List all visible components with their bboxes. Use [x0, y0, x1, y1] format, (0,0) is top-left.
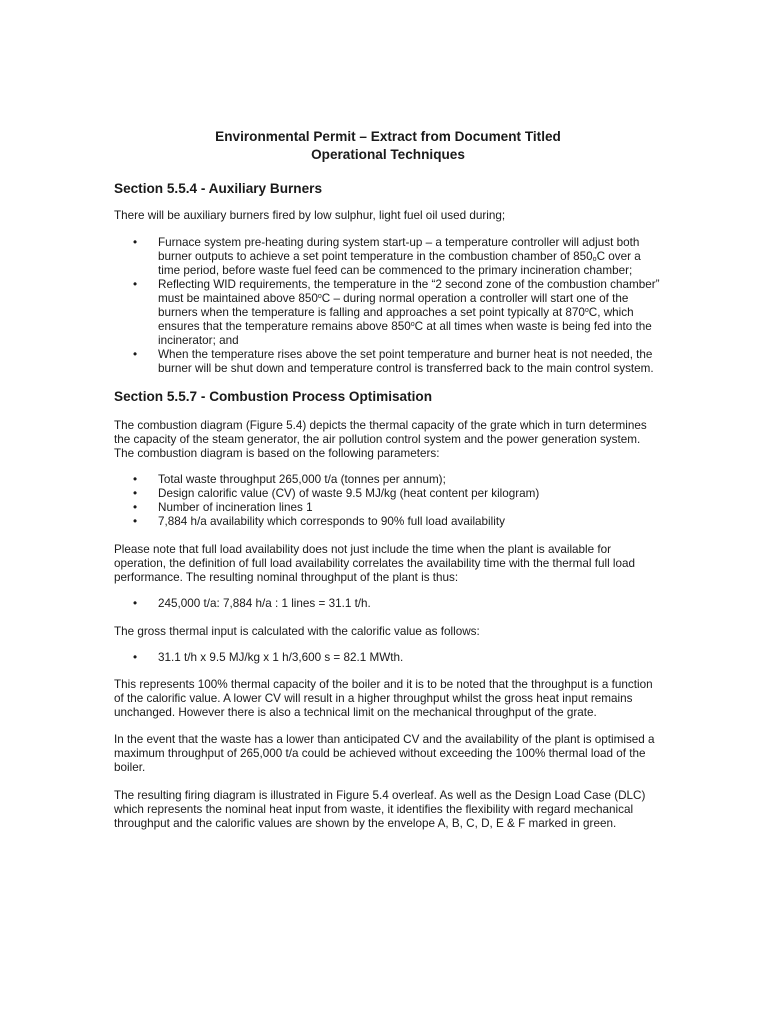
full-load-availability-paragraph: Please note that full load availability does not just include the time when the plant is available for operation, the definition of full load availability correlates the availability time with the thermal full load performance. The resulting nominal throughput of the plant is thus: [114, 543, 636, 584]
bullet-icon: • [133, 473, 138, 486]
thermal-capacity-paragraph: This represents 100% thermal capacity of the boiler and it is to be noted that the throughput is a function of the calorific value. A lower CV will result in a higher throughput whilst the gross heat input remains unchanged. However there is also a technical limit on the mechanical throughput of the grate. [114, 678, 653, 719]
list-item-text: 7,884 h/a availability which corresponds to 90% full load availability [158, 515, 505, 528]
degree-symbol: o [584, 307, 589, 314]
document-page [114, 128, 662, 831]
degree-symbol: o [592, 256, 597, 263]
list-item [114, 278, 662, 348]
gross-thermal-input-calculation [114, 651, 662, 665]
list-item-text: When the temperature rises above the set point temperature and burner heat is not needed, the burner will be shut down and temperature control is transferred back to the main control system. [158, 348, 654, 375]
combustion-parameters-list [114, 473, 662, 529]
list-item-text: Number of incineration lines 1 [158, 501, 313, 514]
firing-diagram-paragraph: The resulting firing diagram is illustrated in Figure 5.4 overleaf. As well as the Design Load Case (DLC) which represents the nominal heat input from waste, it identifies the flexibility with regard mechanical throughput and the calorific values are shown by the envelope A, B, C, D, E & F marked in green. [114, 789, 646, 830]
document-title-line-1: Environmental Permit – Extract from Document Titled [215, 129, 561, 144]
list-item [114, 651, 662, 665]
bullet-icon: • [133, 651, 138, 664]
document-title [114, 128, 662, 164]
bullet-icon: • [133, 487, 138, 500]
bullet-icon: • [133, 597, 138, 610]
auxiliary-burners-intro: There will be auxiliary burners fired by low sulphur, light fuel oil used during; [114, 209, 506, 222]
auxiliary-burners-list [114, 236, 662, 376]
list-item-text: 31.1 t/h x 9.5 MJ/kg x 1 h/3,600 s = 82.1 MWth. [158, 651, 404, 664]
maximum-throughput-paragraph: In the event that the waste has a lower than anticipated CV and the availability of the plant is optimised a maximum throughput of 265,000 t/a could be achieved without exceeding the 100% thermal load of the boiler. [114, 733, 655, 774]
section-heading-combustion-process-optimisation: Section 5.5.7 - Combustion Process Optimisation [114, 389, 433, 404]
degree-symbol: o [317, 293, 322, 300]
bullet-icon: • [133, 348, 138, 361]
list-item [114, 597, 662, 611]
bullet-icon: • [133, 278, 138, 291]
bullet-icon: • [133, 501, 138, 514]
section-heading-auxiliary-burners: Section 5.5.4 - Auxiliary Burners [114, 181, 323, 196]
list-item [114, 473, 662, 487]
gross-thermal-input-paragraph: The gross thermal input is calculated with the calorific value as follows: [114, 625, 480, 638]
list-item-text: 245,000 t/a: 7,884 h/a : 1 lines = 31.1 t/h. [158, 597, 371, 610]
list-item-text: Design calorific value (CV) of waste 9.5 MJ/kg (heat content per kilogram) [158, 487, 540, 500]
degree-symbol: o [410, 321, 415, 328]
list-item [114, 501, 662, 515]
list-item [114, 487, 662, 501]
list-item [114, 348, 662, 376]
nominal-throughput-calculation [114, 597, 662, 611]
list-item [114, 515, 662, 529]
document-title-line-2: Operational Techniques [311, 147, 465, 162]
list-item-text: Furnace system pre-heating during system start-up – a temperature controller will adjust both burner outputs to achieve a set point temperature in the combustion chamber of $850_oC$ over a time period, before waste fuel feed can be commenced to the primary incineration chamber; [158, 236, 641, 277]
list-item [114, 236, 662, 278]
list-item-text: Total waste throughput 265,000 t/a (tonnes per annum); [158, 473, 446, 486]
list-item-text: Reflecting WID requirements, the temperature in the “2 second zone of the combustion chamber” must be maintained above 850$^o$C – during normal operation a controller will start one of the burners when the temperature is falling and approaches a set point typically at 870$^o$C, which ensures that the temperature remains above 850$^o$C at all times when waste is being fed into the incinerator; and [158, 278, 660, 347]
combustion-diagram-intro: The combustion diagram (Figure 5.4) depicts the thermal capacity of the grate which in turn determines the capacity of the steam generator, the air pollution control system and the power generation system. The combustion diagram is based on the following parameters: [114, 419, 647, 460]
bullet-icon: • [133, 236, 138, 249]
bullet-icon: • [133, 515, 138, 528]
